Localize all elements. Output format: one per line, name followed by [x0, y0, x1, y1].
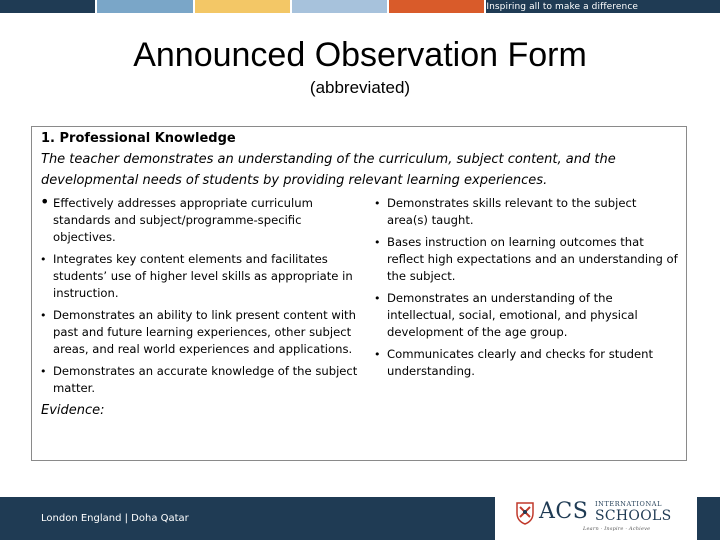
color-bar-segment-pale-blue — [292, 0, 387, 13]
criterion-text: Integrates key content elements and facilitates students’ use of higher level skills as appropriate in instruction. — [53, 252, 353, 300]
color-bar-segment-navy — [0, 0, 95, 13]
color-bar-segment-orange — [389, 0, 484, 13]
bullet-icon: • — [40, 309, 47, 322]
footer-locations: London England | Doha Qatar — [41, 513, 189, 524]
criterion-item — [374, 346, 679, 380]
tagline-bar — [486, 0, 720, 13]
criterion-item — [374, 195, 679, 229]
criterion-item — [40, 307, 358, 358]
color-bar-segment-light-blue — [97, 0, 192, 13]
tagline: Inspiring all to make a difference — [486, 1, 639, 12]
evidence-label: Evidence: — [41, 403, 105, 418]
top-color-bar — [0, 0, 720, 13]
color-bar-segment-yellow — [195, 0, 290, 13]
bullet-icon: • — [374, 236, 381, 249]
section-description: The teacher demonstrates an understanding of the curriculum, subject content, and the developmental needs of students by providing relevant learning experiences. — [41, 152, 616, 188]
crest-icon — [515, 501, 535, 525]
footer-band-left — [0, 497, 495, 540]
bullet-icon: • — [374, 292, 381, 305]
logo-motto-text: Learn · Inspire · Achieve — [583, 526, 651, 532]
logo-international-text: INTERNATIONAL — [595, 500, 662, 508]
section-title: 1. Professional Knowledge — [41, 131, 236, 146]
criterion-text: Demonstrates an understanding of the intellectual, social, emotional, and physical development of the age group. — [387, 291, 638, 339]
bullet-icon: • — [40, 365, 47, 378]
bullet-icon: • — [374, 197, 381, 210]
criterion-item — [40, 363, 358, 397]
logo-acs-text: ACS — [539, 499, 589, 524]
criterion-text: Effectively addresses appropriate curriculum standards and subject/programme-specific objectives. — [53, 196, 313, 244]
criterion-item — [40, 251, 358, 302]
footer-logo-area — [495, 497, 697, 540]
criterion-item — [40, 192, 358, 246]
criterion-text: Bases instruction on learning outcomes that reflect high expectations and an understanding of the subject. — [387, 235, 678, 283]
bullet-icon: • — [374, 348, 381, 361]
logo-schools-text: SCHOOLS — [595, 508, 672, 524]
slide-subtitle: (abbreviated) — [309, 78, 411, 97]
observation-form — [31, 126, 687, 461]
criterion-text: Demonstrates an accurate knowledge of the subject matter. — [53, 364, 358, 395]
criterion-text: Demonstrates an ability to link present content with past and future learning experiences, other subject areas, and real world experiences and applications. — [53, 308, 356, 356]
left-criteria-list — [40, 192, 358, 402]
bullet-icon: • — [40, 253, 47, 266]
footer-band-right — [697, 497, 720, 540]
criterion-text: Demonstrates skills relevant to the subject area(s) taught. — [387, 196, 637, 227]
slide-title: Announced Observation Form — [133, 36, 587, 74]
bullet-icon: • — [40, 192, 50, 211]
criterion-item — [374, 234, 679, 285]
criterion-text: Communicates clearly and checks for student understanding. — [387, 347, 654, 378]
footer — [0, 497, 720, 540]
criterion-item — [374, 290, 679, 341]
right-criteria-list — [374, 195, 679, 385]
acs-logo — [515, 499, 675, 535]
